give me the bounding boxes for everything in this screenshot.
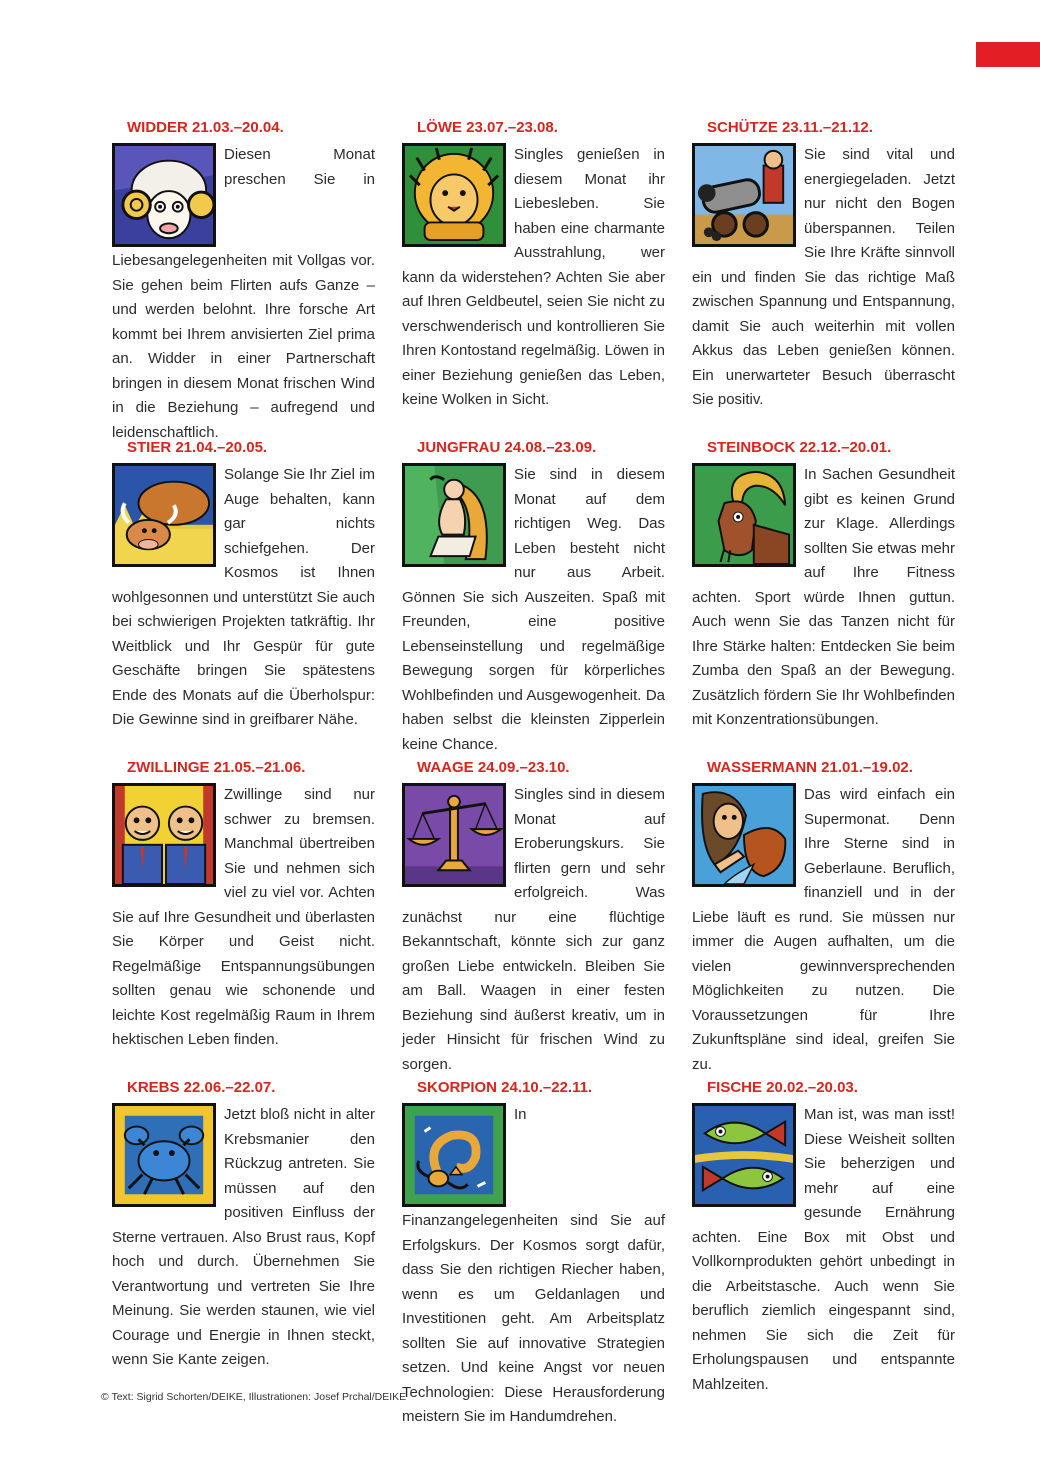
sign-title: SKORPION 24.10.–22.11.: [417, 1079, 593, 1096]
taurus-illustration: [112, 463, 216, 567]
leo-illustration: [402, 143, 506, 247]
sign-title: SCHÜTZE 23.11.–21.12.: [707, 119, 873, 136]
sign-title: WAAGE 24.09.–23.10.: [417, 759, 570, 776]
capricorn-illustration: [692, 463, 796, 567]
aquarius-illustration: [692, 783, 796, 887]
libra-illustration: [402, 783, 506, 887]
sign-fische: FISCHE 20.02.–20.03. Man ist, was man isst! Diese Weisheit sollten Sie beherzigen und mehr auf eine gesunde Ernährung achten. Eine Box mit Obst und Vollkornprodukten gehört unbedingt in die Arbeitstasche. Auch wenn Sie beruflich ziemlich eingespannt sind, nehmen Sie sich die Zeit für Erholungspausen und entspannte Mahlzeiten.: [692, 1079, 955, 1393]
sign-loewe: LÖWE 23.07.–23.08. Singles genießen in diesem Monat ihr Liebesleben. Sie haben eine charmante Ausstrahlung, wer kann da widerstehen? Achten Sie aber auf Ihren Geldbeutel, seien Sie nicht zu verschwenderisch und kontrollieren Sie Ihren Kontostand regelmäßig. Löwen in einer Beziehung genießen das Leben, keine Wolken in Sicht.: [402, 119, 665, 408]
sign-waage: WAAGE 24.09.–23.10. Singles sind in diesem Monat auf Eroberungskurs. Sie flirten gern und sehr erfolgreich. Was zunächst nur eine flüchtige Bekanntschaft, könnte sich zur ganz großen Liebe entwickeln. Bleiben Sie am Ball. Waagen in einer festen Beziehung sind äußerst kreativ, um in jeder Hinsicht für frischen Wind zu sorgen.: [402, 759, 665, 1073]
sign-title: FISCHE 20.02.–20.03.: [707, 1079, 858, 1096]
pisces-illustration: [692, 1103, 796, 1207]
sign-jungfrau: JUNGFRAU 24.08.–23.09. Sie sind in diesem Monat auf dem richtigen Weg. Das Leben besteht nicht nur aus Arbeit. Gönnen Sie sich Auszeiten. Spaß mit Freunden, eine positive Lebenseinstellung und regelmäßige Bewegung sorgen für körperliches Wohlbefinden und Ausgewogenheit. Da haben selbst die kleinsten Zipperlein keine Chance.: [402, 439, 665, 753]
aries-illustration: [112, 143, 216, 247]
cancer-illustration: [112, 1103, 216, 1207]
sign-title: STEINBOCK 22.12.–20.01.: [707, 439, 892, 456]
sign-title: WIDDER 21.03.–20.04.: [127, 119, 284, 136]
page-tab-marker: [976, 42, 1040, 67]
credit-line: © Text: Sigrid Schorten/DEIKE, Illustrationen: Josef Prchal/DEIKE: [101, 1391, 407, 1403]
sagittarius-illustration: [692, 143, 796, 247]
sign-widder: WIDDER 21.03.–20.04. Diesen Monat preschen Sie in Liebesangelegenheiten mit Vollgas vor. Sie gehen beim Flirten aufs Ganze – und werden belohnt. Ihre forsche Art kommt bei Ihrem anvisierten Ziel prima an. Widder in einer Partnerschaft bringen in diesem Monat frischen Wind in die Beziehung – aufregend und leidenschaftlich.: [112, 119, 375, 441]
gemini-illustration: [112, 783, 216, 887]
sign-zwillinge: ZWILLINGE 21.05.–21.06. Zwillinge sind nur schwer zu bremsen. Manchmal übertreiben Sie und nehmen sich viel zu viel vor. Achten Sie auf Ihre Gesundheit und überlasten Sie Körper und Geist nicht. Regelmäßige Entspannungsübungen sollten genau wie schonende und leichte Kost regelmäßig Raum in Ihrem hektischen Leben finden.: [112, 759, 375, 1048]
sign-title: ZWILLINGE 21.05.–21.06.: [127, 759, 306, 776]
sign-stier: STIER 21.04.–20.05. Solange Sie Ihr Ziel im Auge behalten, kann gar nichts schiefgehen. Der Kosmos ist Ihnen wohlgesonnen und unterstützt Sie auch bei schwierigen Projekten tatkräftig. Ihr Weitblick und Ihr Gespür für gute Geschäfte bringen Sie spätestens Ende des Monats auf die Überholspur: Die Gewinne sind in greifbarer Nähe.: [112, 439, 375, 728]
sign-krebs: KREBS 22.06.–22.07. Jetzt bloß nicht in alter Krebsmanier den Rückzug antreten. Sie müssen auf den positiven Einfluss der Sterne vertrauen. Also Brust raus, Kopf hoch und durch. Übernehmen Sie Verantwortung und vertreten Sie Ihre Meinung. Sie werden staunen, wie viel Courage und Energie in Ihnen steckt, wenn Sie Kante zeigen.: [112, 1079, 375, 1368]
scorpio-illustration: [402, 1103, 506, 1207]
sign-schuetze: SCHÜTZE 23.11.–21.12. Sie sind vital und energiegeladen. Jetzt nur nicht den Bogen überspannen. Teilen Sie Ihre Kräfte sinnvoll ein und finden Sie das richtige Maß zwischen Spannung und Entspannung, damit Sie auch weiterhin mit vollen Akkus das Leben genießen können. Ein unerwarteter Besuch überrascht Sie positiv.: [692, 119, 955, 408]
sign-title: LÖWE 23.07.–23.08.: [417, 119, 558, 136]
sign-title: WASSERMANN 21.01.–19.02.: [707, 759, 913, 776]
sign-title: STIER 21.04.–20.05.: [127, 439, 268, 456]
sign-skorpion: SKORPION 24.10.–22.11. In Finanzangelegenheiten sind Sie auf Erfolgskurs. Der Kosmos sorgt dafür, dass Sie den richtigen Riecher haben, wenn es um Geldanlagen und Investitionen geht. Am Arbeitsplatz sollten Sie auf innovative Strategien setzen. Und keine Angst vor neuen Technologien: Diese Herausforderung meistern Sie im Handumdrehen.: [402, 1079, 665, 1425]
sign-title: KREBS 22.06.–22.07.: [127, 1079, 276, 1096]
virgo-illustration: [402, 463, 506, 567]
sign-wassermann: WASSERMANN 21.01.–19.02. Das wird einfach ein Supermonat. Denn Ihre Sterne sind in Geberlaune. Beruflich, finanziell und in der Liebe läuft es rund. Sie müssen nur immer die Augen aufhalten, um die vielen gewinnversprechenden Möglichkeiten zu nutzen. Die Voraussetzungen für Ihre Zukunftspläne sind ideal, greifen Sie zu.: [692, 759, 955, 1073]
sign-title: JUNGFRAU 24.08.–23.09.: [417, 439, 597, 456]
sign-steinbock: STEINBOCK 22.12.–20.01. In Sachen Gesundheit gibt es keinen Grund zur Klage. Allerdings sollten Sie etwas mehr auf Ihre Fitness achten. Sport würde Ihnen guttun. Auch wenn Sie das Tanzen nicht für Ihre Stärke halten: Entdecken Sie beim Zumba den Spaß an der Bewegung. Zusätzlich fördern Sie Ihr Wohlbefinden mit Konzentrationsübungen.: [692, 439, 955, 728]
